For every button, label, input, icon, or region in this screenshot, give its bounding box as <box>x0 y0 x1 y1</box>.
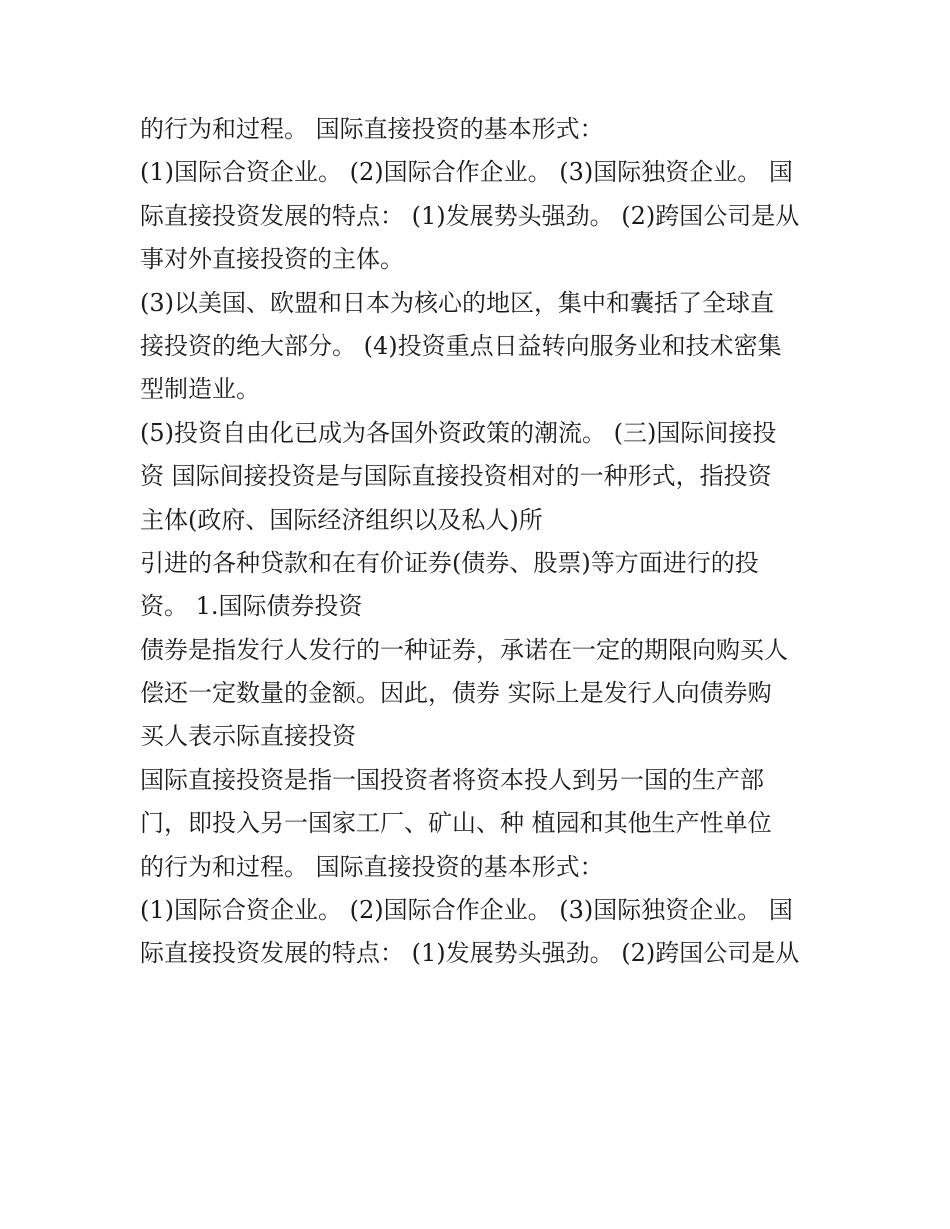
text-line-7: 型制造业。 <box>140 375 260 404</box>
text-line-11: 引进的各种贷款和在有价证券(债券、股票)等方面进行的投 <box>140 548 759 577</box>
text-line-18: 的行为和过程。 国际直接投资的基本形式： <box>140 852 604 881</box>
text-line-20: 际直接投资发展的特点： (1)发展势头强劲。 (2)跨国公司是从 <box>140 939 800 968</box>
text-line-9: 资 国际间接投资是与国际直接投资相对的一种形式，指投资 <box>140 462 772 491</box>
text-line-10: 主体(政府、国际经济组织以及私人)所 <box>140 505 543 534</box>
text-line-16: 国际直接投资是指一国投资者将资本投人到另一国的生产部 <box>140 765 764 794</box>
text-line-15: 买人表示际直接投资 <box>140 722 356 751</box>
body-text <box>140 108 830 976</box>
text-line-17: 门，即投入另一国家工厂、矿山、种 植园和其他生产性单位 <box>140 809 772 838</box>
text-line-2: (1)国际合资企业。 (2)国际合作企业。 (3)国际独资企业。 国 <box>140 158 793 187</box>
text-line-12: 资。 1.国际债券投资 <box>140 592 363 621</box>
text-line-13: 债券是指发行人发行的一种证券，承诺在一定的期限向购买人 <box>140 635 788 664</box>
text-line-19: (1)国际合资企业。 (2)国际合作企业。 (3)国际独资企业。 国 <box>140 896 793 925</box>
text-line-8: (5)投资自由化已成为各国外资政策的潮流。 (三)国际间接投 <box>140 418 777 447</box>
text-line-6: 接投资的绝大部分。 (4)投资重点日益转向服务业和技术密集 <box>140 331 782 360</box>
text-line-14: 偿还一定数量的金额。因此，债券 实际上是发行人向债券购 <box>140 679 772 708</box>
text-line-5: (3)以美国、欧盟和日本为核心的地区，集中和囊括了全球直 <box>140 288 774 317</box>
text-line-1: 的行为和过程。 国际直接投资的基本形式： <box>140 115 604 143</box>
text-line-3: 际直接投资发展的特点： (1)发展势头强劲。 (2)跨国公司是从 <box>140 201 800 230</box>
text-line-4: 事对外直接投资的主体。 <box>140 245 404 274</box>
